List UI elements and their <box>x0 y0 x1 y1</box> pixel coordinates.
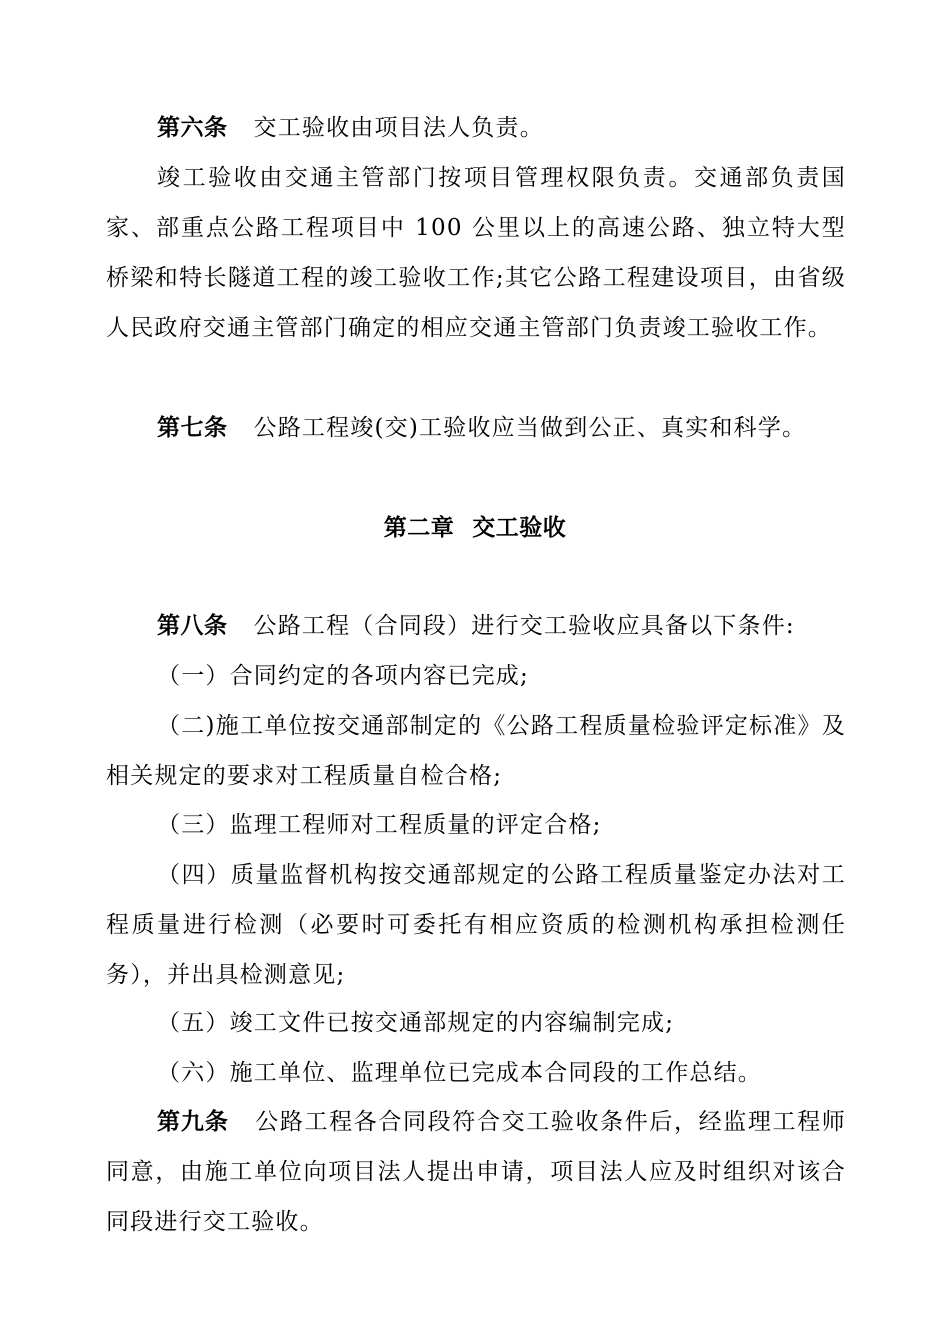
article-8-item-4: （四）质量监督机构按交通部规定的公路工程质量鉴定办法对工程质量进行检测（必要时可委托有相应资质的检测机构承担检测任务），并出具检测意见; <box>106 862 846 988</box>
article-8-item-6: （六）施工单位、监理单位已完成本合同段的工作总结。 <box>157 1060 762 1086</box>
article-6-paragraph-2: 竣工验收由交通主管部门按项目管理权限负责。交通部负责国家、部重点公路工程项目中 100 公里以上的高速公路、独立特大型桥梁和特长隧道工程的竣工验收工作;其它公路工程建设项目，由省级人民政府交通主管部门确定的相应交通主管部门负责竣工验收工作。 <box>106 165 846 341</box>
article-9-text: 公路工程各合同段符合交工验收条件后，经监理工程师同意，由施工单位向项目法人提出申请，项目法人应及时组织对该合同段进行交工验收。 <box>106 1109 847 1235</box>
article-9-label: 第九条 <box>157 1109 229 1135</box>
article-8-text: 公路工程（合同段）进行交工验收应具备以下条件: <box>253 613 795 639</box>
article-8-item-5: （五）竣工文件已按交通部规定的内容编制完成; <box>157 1010 675 1036</box>
chapter-number: 第二章 <box>383 515 455 541</box>
article-8-item-2: （二)施工单位按交通部制定的《公路工程质量检验评定标准》及相关规定的要求对工程质量自检合格; <box>106 713 846 789</box>
article-7-paragraph <box>106 403 846 453</box>
article-8-item-3: （三）监理工程师对工程质量的评定合格; <box>157 812 602 838</box>
article-9-paragraph <box>106 1097 846 1247</box>
article-8-label: 第八条 <box>157 613 228 639</box>
article-6-text: 交工验收由项目法人负责。 <box>253 115 544 141</box>
article-7-label: 第七条 <box>157 415 228 441</box>
chapter-heading <box>0 503 950 553</box>
chapter-title: 交工验收 <box>472 515 567 541</box>
article-6-paragraph <box>106 103 846 153</box>
article-8-paragraph <box>106 601 846 651</box>
article-8-item-1: （一）合同约定的各项内容已完成; <box>157 663 529 689</box>
article-7-text: 公路工程竣(交)工验收应当做到公正、真实和科学。 <box>253 415 807 441</box>
article-6-label: 第六条 <box>157 115 228 141</box>
